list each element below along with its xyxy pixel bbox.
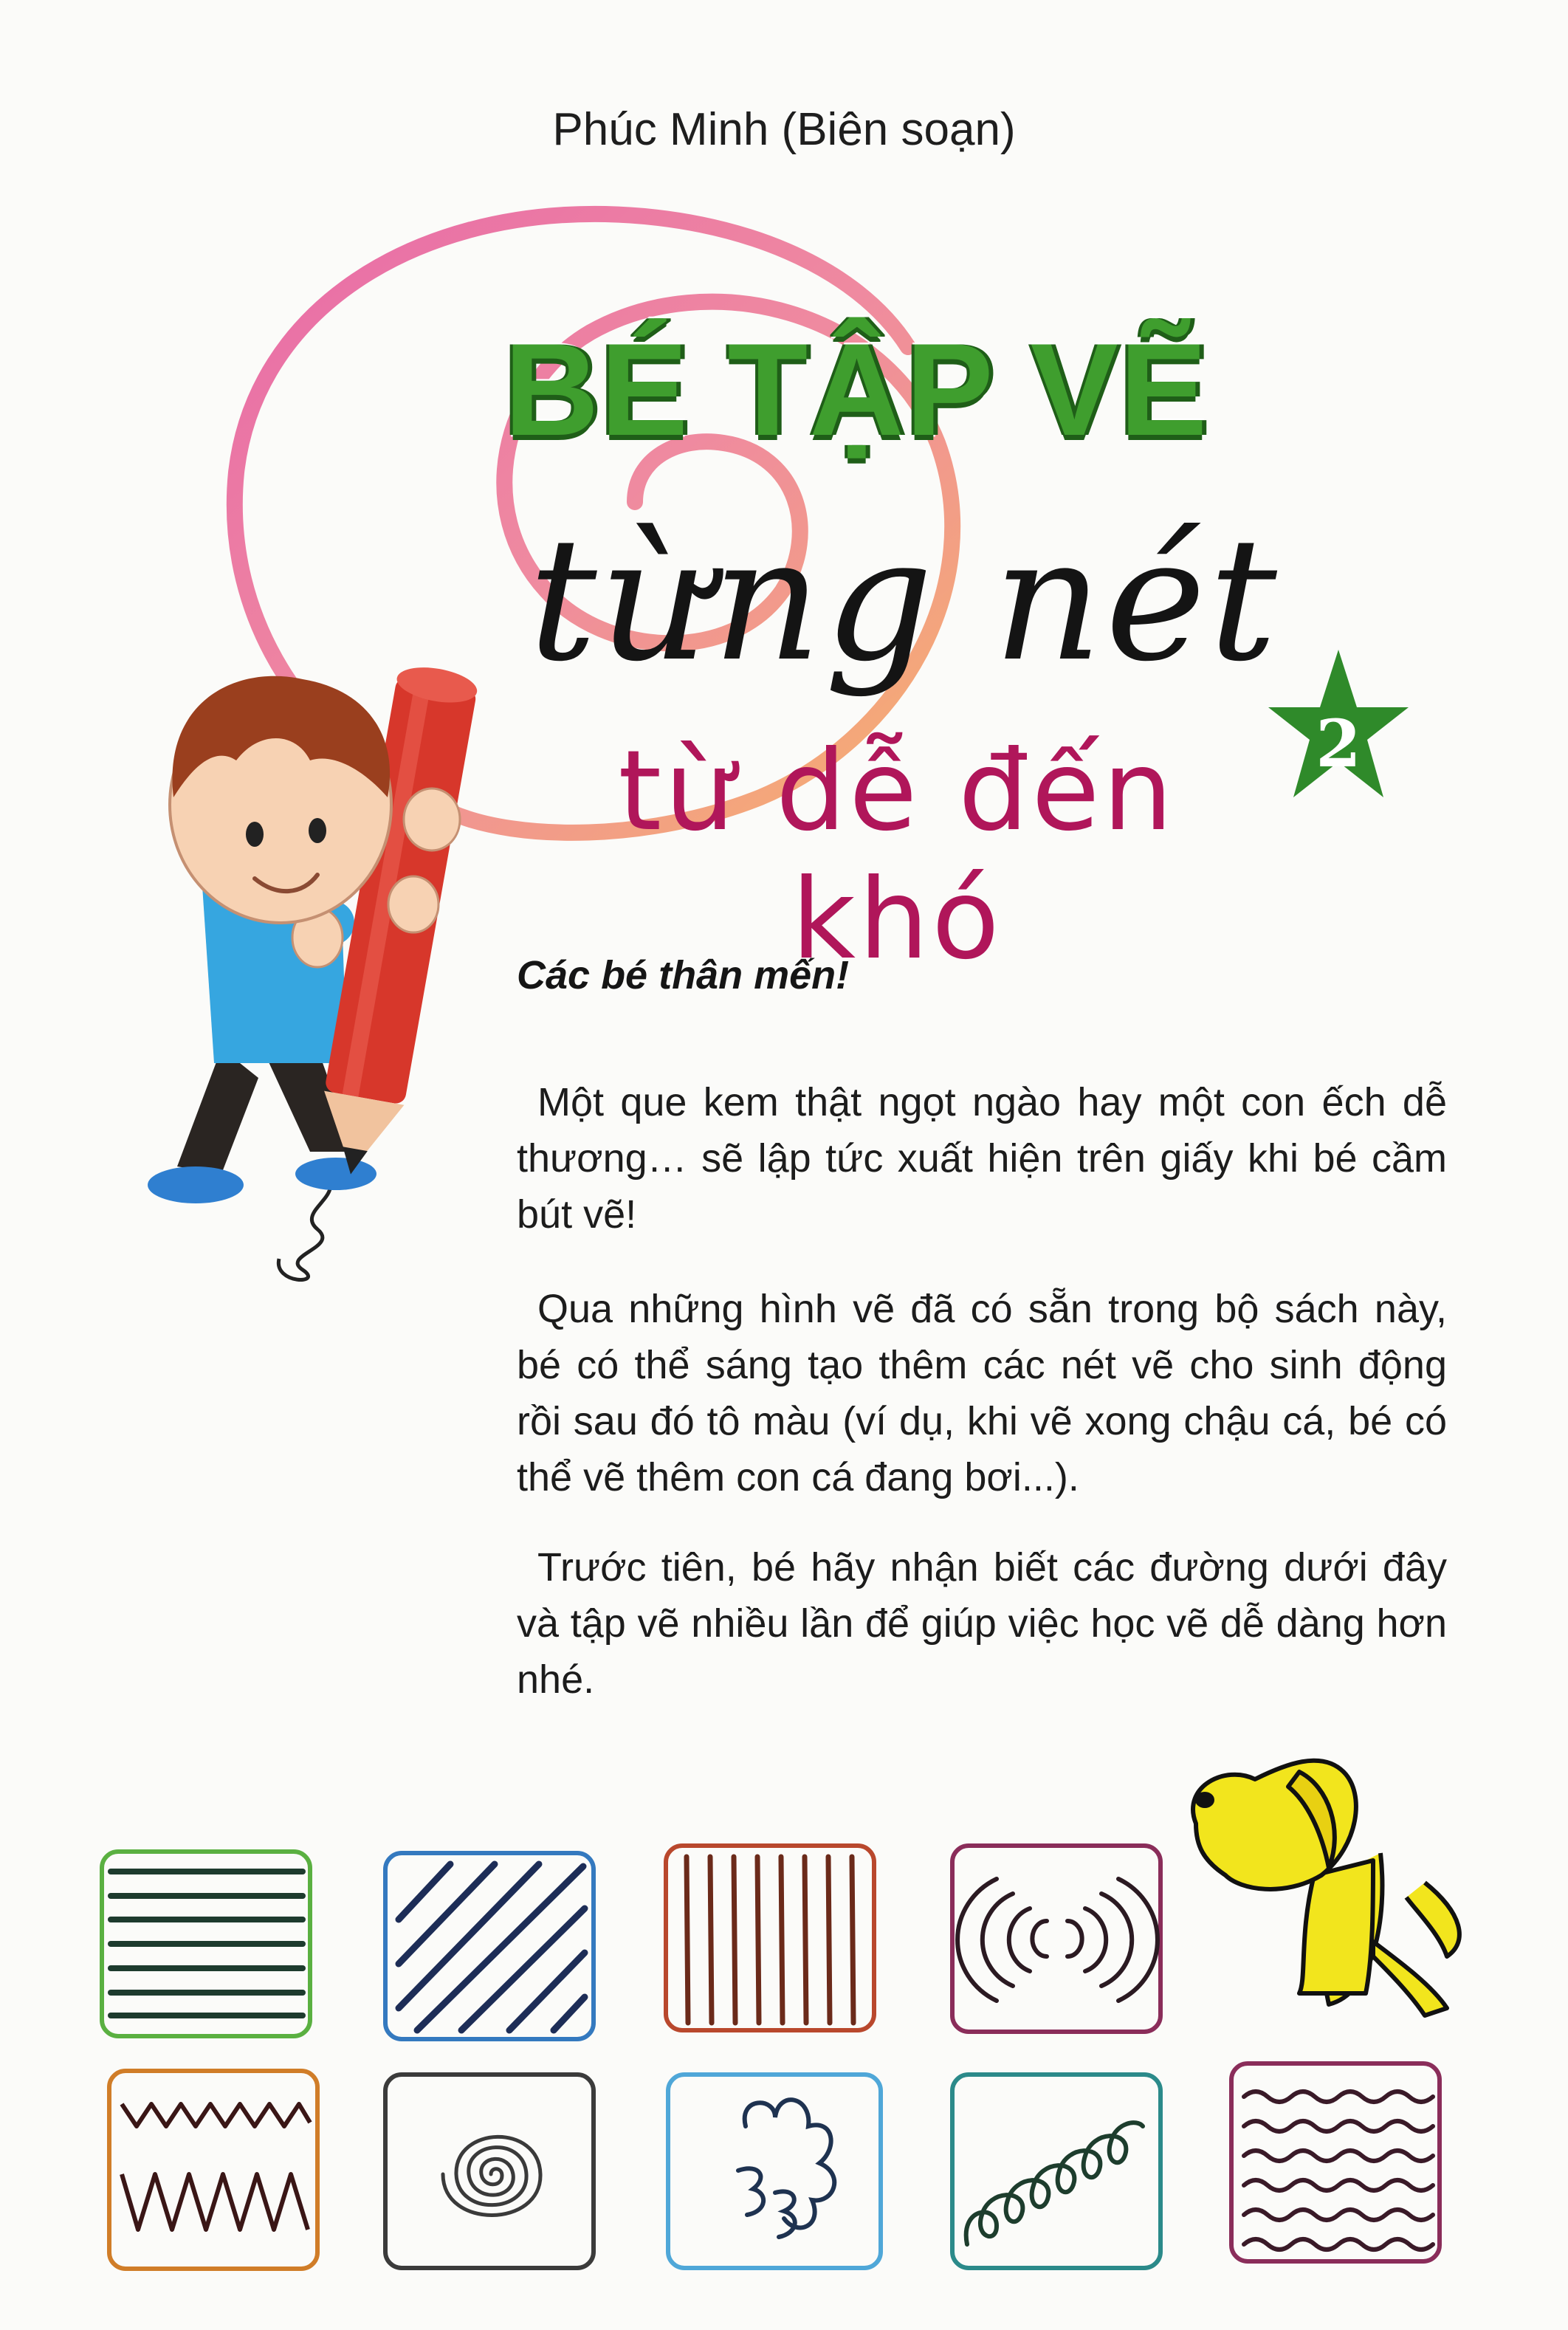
practice-box-vertical-lines	[666, 1846, 874, 2030]
practice-box-concentric-arcs	[952, 1846, 1160, 2032]
greeting: Các bé thân mến!	[517, 953, 850, 997]
author-credit: Phúc Minh (Biên soạn)	[552, 104, 1016, 155]
practice-box-loop-coil	[952, 2075, 1160, 2268]
practice-box-diagonal-lines	[385, 1853, 594, 2039]
volume-number: 2	[1316, 705, 1361, 782]
practice-box-horizontal-lines	[102, 1852, 310, 2036]
title-line-1: BÉ TẬP VẼ	[503, 316, 1209, 463]
boy-with-pencil-illustration	[148, 662, 480, 1280]
practice-box-scallop-curves	[668, 2075, 881, 2268]
practice-box-spiral	[385, 2075, 594, 2268]
intro-paragraph-3: Trước tiên, bé hãy nhận biết các đường dưới đây và tập vẽ nhiều lần để giúp việc học vẽ dễ dàng hơn nhé.	[517, 1545, 1447, 1702]
intro-paragraph-1: Một que kem thật ngọt ngào hay một con ếch dễ thương… sẽ lập tức xuất hiện trên giấy khi bé cầm bút vẽ!	[517, 1080, 1447, 1237]
practice-box-zigzag-lines	[109, 2071, 317, 2269]
dog-illustration	[1193, 1761, 1459, 2015]
title-line-3: từ dễ đến khó	[618, 727, 1176, 984]
title-line-2: từng nét	[529, 502, 1280, 699]
practice-box-wavy-lines	[1231, 2063, 1440, 2261]
intro-paragraph-2: Qua những hình vẽ đã có sẵn trong bộ sách này, bé có thể sáng tạo thêm các nét vẽ cho sinh động rồi sau đó tô màu (ví dụ, khi vẽ xong chậu cá, bé có thể vẽ thêm con cá đang bơi...).	[517, 1287, 1447, 1499]
